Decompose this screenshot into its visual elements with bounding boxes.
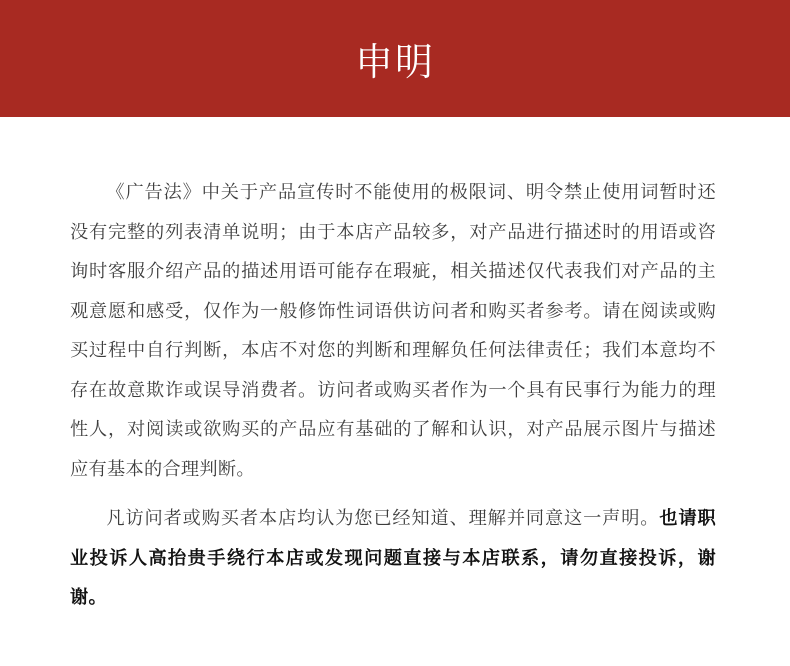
- statement-paragraph-1: 《广告法》中关于产品宣传时不能使用的极限词、明令禁止使用词暂时还没有完整的列表清单说明；由于本店产品较多，对产品进行描述时的用语或咨询时客服介绍产品的描述用语可能存在瑕疵，相关描述仅代表我们对产品的主观意愿和感受，仅作为一般修饰性词语供访问者和购买者参考。请在阅读或购买过程中自行判断，本店不对您的判断和理解负任何法律责任；我们本意均不存在故意欺诈或误导消费者。访问者或购买者作为一个具有民事行为能力的理性人，对阅读或欲购买的产品应有基础的了解和认识，对产品展示图片与描述应有基本的合理判断。: [70, 182, 716, 480]
- page-title: 申明: [354, 40, 435, 84]
- statement-paragraph-2-bold: 也请职业投诉人高抬贵手绕行本店或发现问题直接与本店联系，请勿直接投诉，谢谢。: [70, 508, 716, 608]
- header-banner: [0, 0, 790, 117]
- statement-paragraph-2-normal: 凡访问者或购买者本店均认为您已经知道、理解并同意这一声明。: [106, 508, 660, 529]
- statement-paragraph-2: [70, 499, 716, 618]
- statement-content: [70, 173, 716, 618]
